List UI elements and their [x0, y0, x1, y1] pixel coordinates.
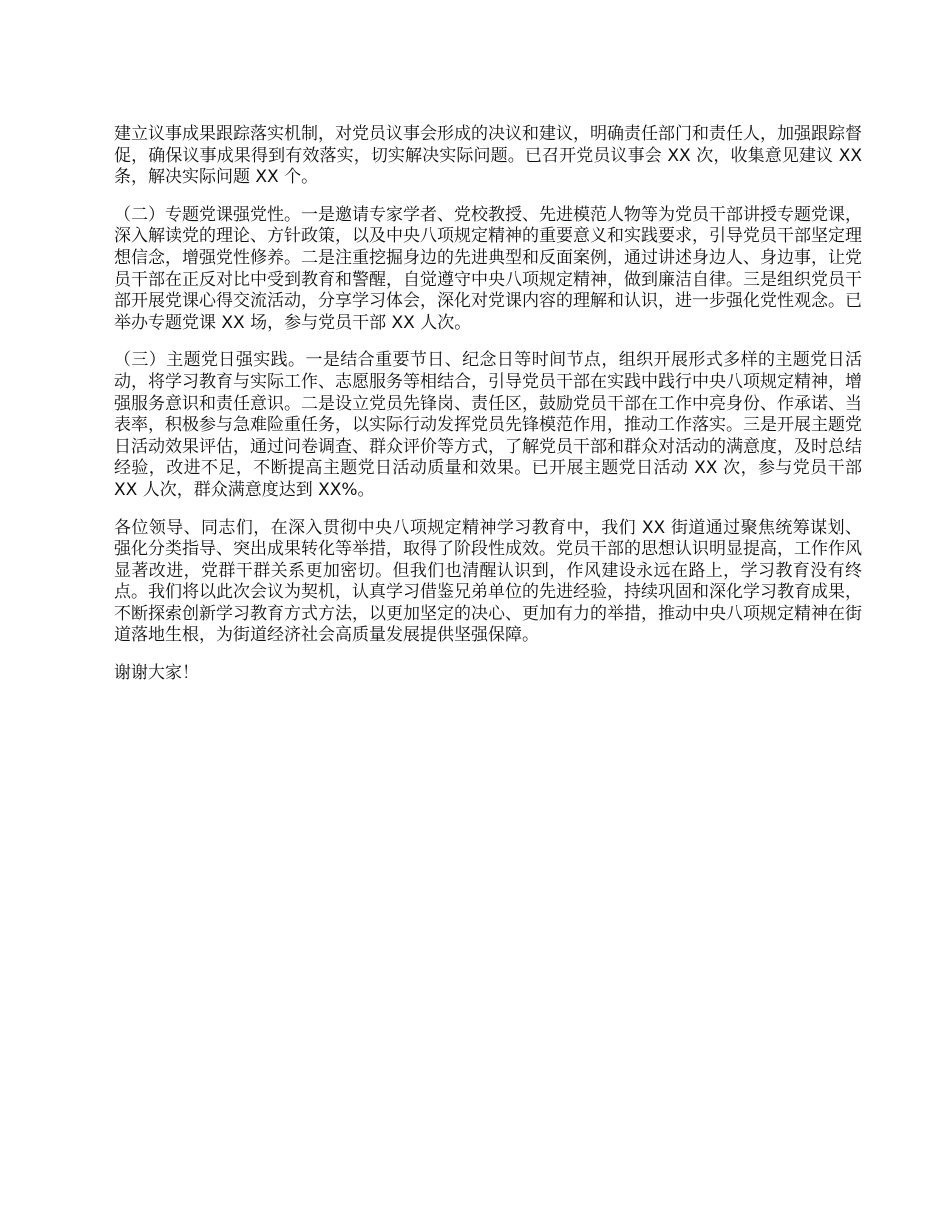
paragraph-conclusion: 各位领导、同志们，在深入贯彻中央八项规定精神学习教育中，我们 XX 街道通过聚焦统筹谋划、强化分类指导、突出成果转化等举措，取得了阶段性成效。党员干部的思想认识明显提高，工作作风显著改进，党群干群关系更加密切。但我们也清醒认识到，作风建设永远在路上，学习教育没有终点。我们将以此次会议为契机，认真学习借鉴兄弟单位的先进经验，持续巩固和深化学习教育成果，不断探索创新学习教育方式方法，以更加坚定的决心、更加有力的举措，推动中央八项规定精神在街道落地生根，为街道经济社会高质量发展提供坚强保障。 [114, 517, 862, 646]
paragraph-followup-mechanism: 建立议事成果跟踪落实机制，对党员议事会形成的决议和建议，明确责任部门和责任人，加强跟踪督促，确保议事成果得到有效落实，切实解决实际问题。已召开党员议事会 XX 次，收集意见建议 XX 条，解决实际问题 XX 个。 [114, 124, 862, 188]
paragraph-special-party-lecture: （二）专题党课强党性。一是邀请专家学者、党校教授、先进模范人物等为党员干部讲授专题党课，深入解读党的理论、方针政策，以及中央八项规定精神的重要意义和实践要求，引导党员干部坚定理想信念，增强党性修养。二是注重挖掘身边的先进典型和反面案例，通过讲述身边人、身边事，让党员干部在正反对比中受到教育和警醒，自觉遵守中央八项规定精神，做到廉洁自律。三是组织党员干部开展党课心得交流活动，分享学习体会，深化对党课内容的理解和认识，进一步强化党性观念。已举办专题党课 XX 场，参与党员干部 XX 人次。 [114, 204, 862, 333]
paragraph-theme-party-day: （三）主题党日强实践。一是结合重要节日、纪念日等时间节点，组织开展形式多样的主题党日活动，将学习教育与实际工作、志愿服务等相结合，引导党员干部在实践中践行中央八项规定精神，增强服务意识和责任意识。二是设立党员先锋岗、责任区，鼓励党员干部在工作中亮身份、作承诺、当表率，积极参与急难险重任务，以实际行动发挥党员先锋模范作用，推动工作落实。三是开展主题党日活动效果评估，通过问卷调查、群众评价等方式，了解党员干部和群众对活动的满意度，及时总结经验，改进不足，不断提高主题党日活动质量和效果。已开展主题党日活动 XX 次，参与党员干部 XX 人次，群众满意度达到 XX%。 [114, 350, 862, 500]
paragraph-thanks: 谢谢大家！ [114, 663, 199, 684]
document-page [114, 124, 862, 685]
